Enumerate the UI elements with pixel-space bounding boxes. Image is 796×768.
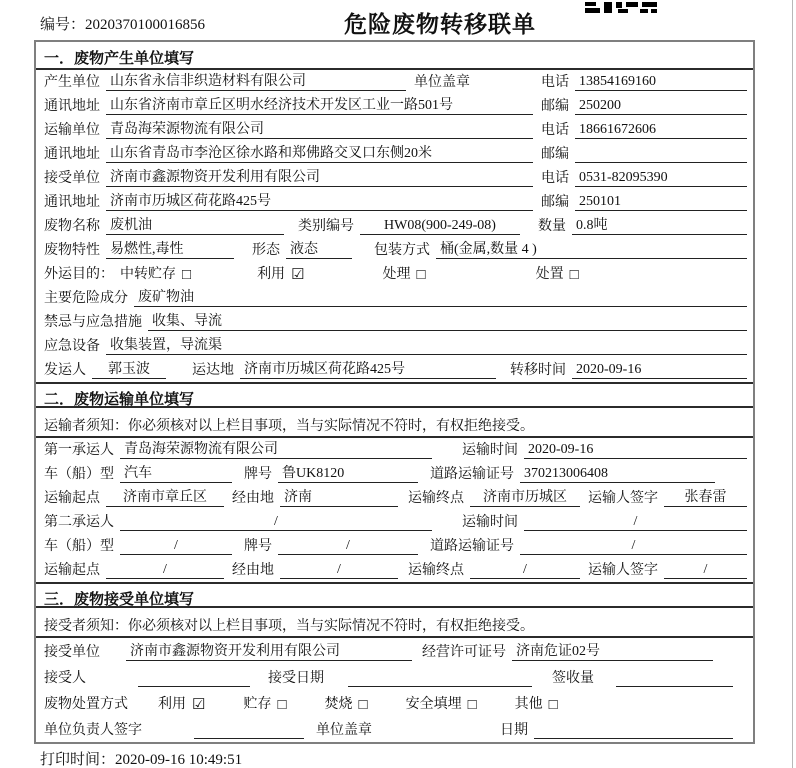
waste-quantity-value: 0.8吨 bbox=[572, 214, 747, 235]
disposal-landfill-label: 安全填埋 bbox=[405, 697, 462, 712]
receiver-unit-value: 济南市鑫源物资开发利用有限公司 bbox=[106, 166, 533, 187]
purpose-storage-checkbox: □ bbox=[182, 267, 192, 283]
section3-title: 三．废物接受单位填写 bbox=[36, 582, 753, 608]
transport-time2-value: / bbox=[524, 514, 747, 531]
carrier-sign-label: 运输人签字 bbox=[588, 491, 658, 506]
transporter-unit-value: 青岛海荣源物流有限公司 bbox=[106, 118, 533, 139]
waste-category-label: 类别编号 bbox=[298, 219, 354, 234]
receiver-address-row bbox=[36, 190, 753, 214]
sign-date-value bbox=[534, 722, 733, 739]
page-right-edge bbox=[792, 0, 793, 768]
route1-row bbox=[36, 486, 753, 510]
emergency-equipment-label: 应急设备 bbox=[44, 339, 100, 354]
print-time-value: 2020-09-16 10:49:51 bbox=[115, 752, 243, 768]
section1-title: 一．废物产生单位填写 bbox=[36, 42, 753, 70]
emergency-equipment-row bbox=[36, 334, 753, 358]
acceptor-row bbox=[36, 664, 753, 690]
carrier-sign2-label: 运输人签字 bbox=[588, 563, 658, 578]
producer-address-value: 山东省济南市章丘区明水经济技术开发区工业一路501号 bbox=[106, 94, 533, 115]
second-carrier-value: / bbox=[120, 514, 432, 531]
page-title: 危险废物转移联单 bbox=[344, 12, 536, 37]
disposal-landfill-checkbox: □ bbox=[467, 697, 477, 713]
receipt-quantity-value bbox=[616, 670, 733, 687]
route2-via-label: 经由地 bbox=[232, 563, 274, 578]
plate-number-label: 牌号 bbox=[244, 467, 272, 482]
waste-property-row bbox=[36, 238, 753, 262]
producer-phone-label: 电话 bbox=[541, 75, 569, 90]
print-time-label: 打印时间： bbox=[40, 752, 116, 768]
route-end-value: 济南市历城区 bbox=[470, 486, 580, 507]
transporter-phone-value: 18661672606 bbox=[575, 122, 747, 139]
receiver-zip-label: 邮编 bbox=[541, 195, 569, 210]
vehicle2-row bbox=[36, 534, 753, 558]
vehicle-type2-value: / bbox=[120, 538, 232, 555]
accept-unit-value: 济南市鑫源物资开发利用有限公司 bbox=[126, 640, 412, 661]
accept-unit-row bbox=[36, 638, 753, 664]
acceptor-label: 接受人 bbox=[44, 671, 86, 686]
receiver-phone-value: 0531-82095390 bbox=[575, 170, 747, 187]
road-license-value: 370213006408 bbox=[520, 466, 715, 483]
producer-phone-value: 13854169160 bbox=[575, 74, 747, 91]
receiver-zip-value: 250101 bbox=[575, 194, 747, 211]
producer-address-row bbox=[36, 94, 753, 118]
route2-via-value: / bbox=[280, 562, 398, 579]
route-start-value: 济南市章丘区 bbox=[106, 486, 224, 507]
first-carrier-label: 第一承运人 bbox=[44, 443, 114, 458]
plate-number-value: 鲁UK8120 bbox=[278, 462, 418, 483]
purpose-option-storage-label: 中转贮存 bbox=[120, 267, 176, 282]
waste-form-label: 形态 bbox=[252, 243, 280, 258]
responsible-sign-row bbox=[36, 716, 753, 742]
producer-unit-label: 产生单位 bbox=[44, 75, 100, 90]
first-carrier-value: 青岛海荣源物流有限公司 bbox=[120, 438, 432, 459]
second-carrier-label: 第二承运人 bbox=[44, 515, 114, 530]
hazard-component-row bbox=[36, 286, 753, 310]
road-license2-label: 道路运输证号 bbox=[430, 539, 514, 554]
vehicle-type-label: 车（船）型 bbox=[44, 467, 114, 482]
purpose-option-dispose-label: 处置 bbox=[535, 267, 564, 282]
serial-label: 编号： bbox=[40, 17, 86, 33]
destination-value: 济南市历城区荷花路425号 bbox=[240, 358, 496, 379]
waste-name-row bbox=[36, 214, 753, 238]
purpose-treat-checkbox: □ bbox=[416, 267, 426, 283]
responsible-sign-value bbox=[194, 722, 304, 739]
disposal-utilize-label: 利用 bbox=[158, 697, 186, 712]
destination-label: 运达地 bbox=[192, 363, 234, 378]
route2-start-label: 运输起点 bbox=[44, 563, 100, 578]
dispatcher-label: 发运人 bbox=[44, 363, 86, 378]
operating-license-value: 济南危证02号 bbox=[512, 640, 713, 661]
transfer-purpose-row bbox=[36, 262, 753, 286]
transporter-address-row bbox=[36, 142, 753, 166]
transport-time2-label: 运输时间 bbox=[462, 515, 518, 530]
dispatcher-value: 郭玉波 bbox=[92, 358, 166, 379]
route-start-label: 运输起点 bbox=[44, 491, 100, 506]
purpose-utilize-checkbox: ☑ bbox=[291, 267, 305, 283]
second-carrier-row bbox=[36, 510, 753, 534]
route2-start-value: / bbox=[106, 562, 224, 579]
vehicle-type2-label: 车（船）型 bbox=[44, 539, 114, 554]
disposal-storage-label: 贮存 bbox=[243, 697, 272, 712]
disposal-method-label: 废物处置方式 bbox=[44, 697, 128, 712]
waste-quantity-label: 数量 bbox=[538, 219, 566, 234]
disposal-other-label: 其他 bbox=[514, 697, 543, 712]
transporter-unit-label: 运输单位 bbox=[44, 123, 100, 138]
acceptor-value bbox=[138, 670, 250, 687]
print-time bbox=[40, 748, 242, 768]
disposal-incinerate-checkbox: □ bbox=[358, 697, 368, 713]
serial-value: 2020370100016856 bbox=[85, 17, 206, 33]
first-carrier-row bbox=[36, 438, 753, 462]
route2-end-value: / bbox=[470, 562, 580, 579]
transport-time-label: 运输时间 bbox=[462, 443, 518, 458]
transfer-form bbox=[34, 40, 755, 744]
transfer-time-label: 转移时间 bbox=[510, 363, 566, 378]
waste-name-value: 废机油 bbox=[106, 214, 284, 235]
accept-unit-label: 接受单位 bbox=[44, 645, 100, 660]
packing-value: 桶(金属,数量 4 ) bbox=[436, 238, 747, 259]
waste-property-value: 易燃性,毒性 bbox=[106, 238, 234, 259]
disposal-utilize-checkbox: ☑ bbox=[192, 697, 206, 713]
transfer-time-value: 2020-09-16 bbox=[572, 362, 747, 379]
hazard-component-value: 废矿物油 bbox=[134, 286, 747, 307]
route2-row bbox=[36, 558, 753, 582]
carrier-sign2-value: / bbox=[664, 562, 747, 579]
plate-number2-value: / bbox=[278, 538, 418, 555]
purpose-dispose-checkbox: □ bbox=[569, 267, 579, 283]
disposal-other-checkbox: □ bbox=[548, 697, 558, 713]
emergency-measures-row bbox=[36, 310, 753, 334]
waste-form-value: 液态 bbox=[286, 238, 352, 259]
producer-unit-row bbox=[36, 70, 753, 94]
dispatch-row bbox=[36, 358, 753, 382]
disposal-incinerate-label: 焚烧 bbox=[324, 697, 353, 712]
packing-label: 包装方式 bbox=[374, 243, 430, 258]
responsible-sign-label: 单位负责人签字 bbox=[44, 723, 142, 738]
transport-time-value: 2020-09-16 bbox=[524, 442, 747, 459]
transporter-zip-label: 邮编 bbox=[541, 147, 569, 162]
transporter-phone-label: 电话 bbox=[541, 123, 569, 138]
hazard-component-label: 主要危险成分 bbox=[44, 291, 128, 306]
road-license-label: 道路运输证号 bbox=[430, 467, 514, 482]
purpose-option-utilize-label: 利用 bbox=[257, 267, 286, 282]
producer-unit-value: 山东省永信非织造材料有限公司 bbox=[106, 70, 406, 91]
waste-category-value: HW08(900-249-08) bbox=[360, 218, 520, 235]
receiver-address-value: 济南市历城区荷花路425号 bbox=[106, 190, 533, 211]
purpose-option-treat-label: 处理 bbox=[382, 267, 411, 282]
unit-seal2-label: 单位盖章 bbox=[316, 723, 372, 738]
transporter-zip-value bbox=[575, 146, 747, 163]
receiver-phone-label: 电话 bbox=[541, 171, 569, 186]
producer-zip-label: 邮编 bbox=[541, 99, 569, 114]
disposal-method-row bbox=[36, 690, 753, 716]
receiver-unit-label: 接受单位 bbox=[44, 171, 100, 186]
route-via-label: 经由地 bbox=[232, 491, 274, 506]
sign-date-label: 日期 bbox=[500, 723, 528, 738]
route-end-label: 运输终点 bbox=[408, 491, 464, 506]
carrier-sign-value: 张春雷 bbox=[664, 486, 747, 507]
plate-number2-label: 牌号 bbox=[244, 539, 272, 554]
transporter-unit-row bbox=[36, 118, 753, 142]
transporter-address-label: 通讯地址 bbox=[44, 147, 100, 162]
qr-code-fragment-icon bbox=[585, 0, 657, 18]
producer-zip-value: 250200 bbox=[575, 98, 747, 115]
route2-end-label: 运输终点 bbox=[408, 563, 464, 578]
route-via-value: 济南 bbox=[280, 486, 398, 507]
transfer-purpose-label: 外运目的： bbox=[44, 267, 114, 282]
producer-address-label: 通讯地址 bbox=[44, 99, 100, 114]
emergency-measures-label: 禁忌与应急措施 bbox=[44, 315, 142, 330]
vehicle1-row bbox=[36, 462, 753, 486]
receiver-unit-row bbox=[36, 166, 753, 190]
receipt-quantity-label: 签收量 bbox=[552, 671, 594, 686]
transporter-address-value: 山东省青岛市李沧区徐水路和郑佛路交叉口东侧20米 bbox=[106, 142, 533, 163]
disposal-storage-checkbox: □ bbox=[277, 697, 287, 713]
accept-date-value bbox=[348, 670, 532, 687]
receiver-notice: 接受者须知：你必须核对以上栏目事项，当与实际情况不符时，有权拒绝接受。 bbox=[36, 608, 753, 638]
accept-date-label: 接受日期 bbox=[268, 671, 324, 686]
serial-number bbox=[40, 13, 205, 34]
receiver-address-label: 通讯地址 bbox=[44, 195, 100, 210]
road-license2-value: / bbox=[520, 538, 747, 555]
unit-seal-label: 单位盖章 bbox=[414, 75, 470, 90]
vehicle-type-value: 汽车 bbox=[120, 462, 232, 483]
waste-property-label: 废物特性 bbox=[44, 243, 100, 258]
operating-license-label: 经营许可证号 bbox=[422, 645, 506, 660]
emergency-equipment-value: 收集装置，导流渠 bbox=[106, 334, 747, 355]
transporter-notice: 运输者须知：你必须核对以上栏目事项，当与实际情况不符时，有权拒绝接受。 bbox=[36, 408, 753, 438]
section2-title: 二．废物运输单位填写 bbox=[36, 382, 753, 408]
waste-name-label: 废物名称 bbox=[44, 219, 100, 234]
emergency-measures-value: 收集、导流 bbox=[148, 310, 747, 331]
